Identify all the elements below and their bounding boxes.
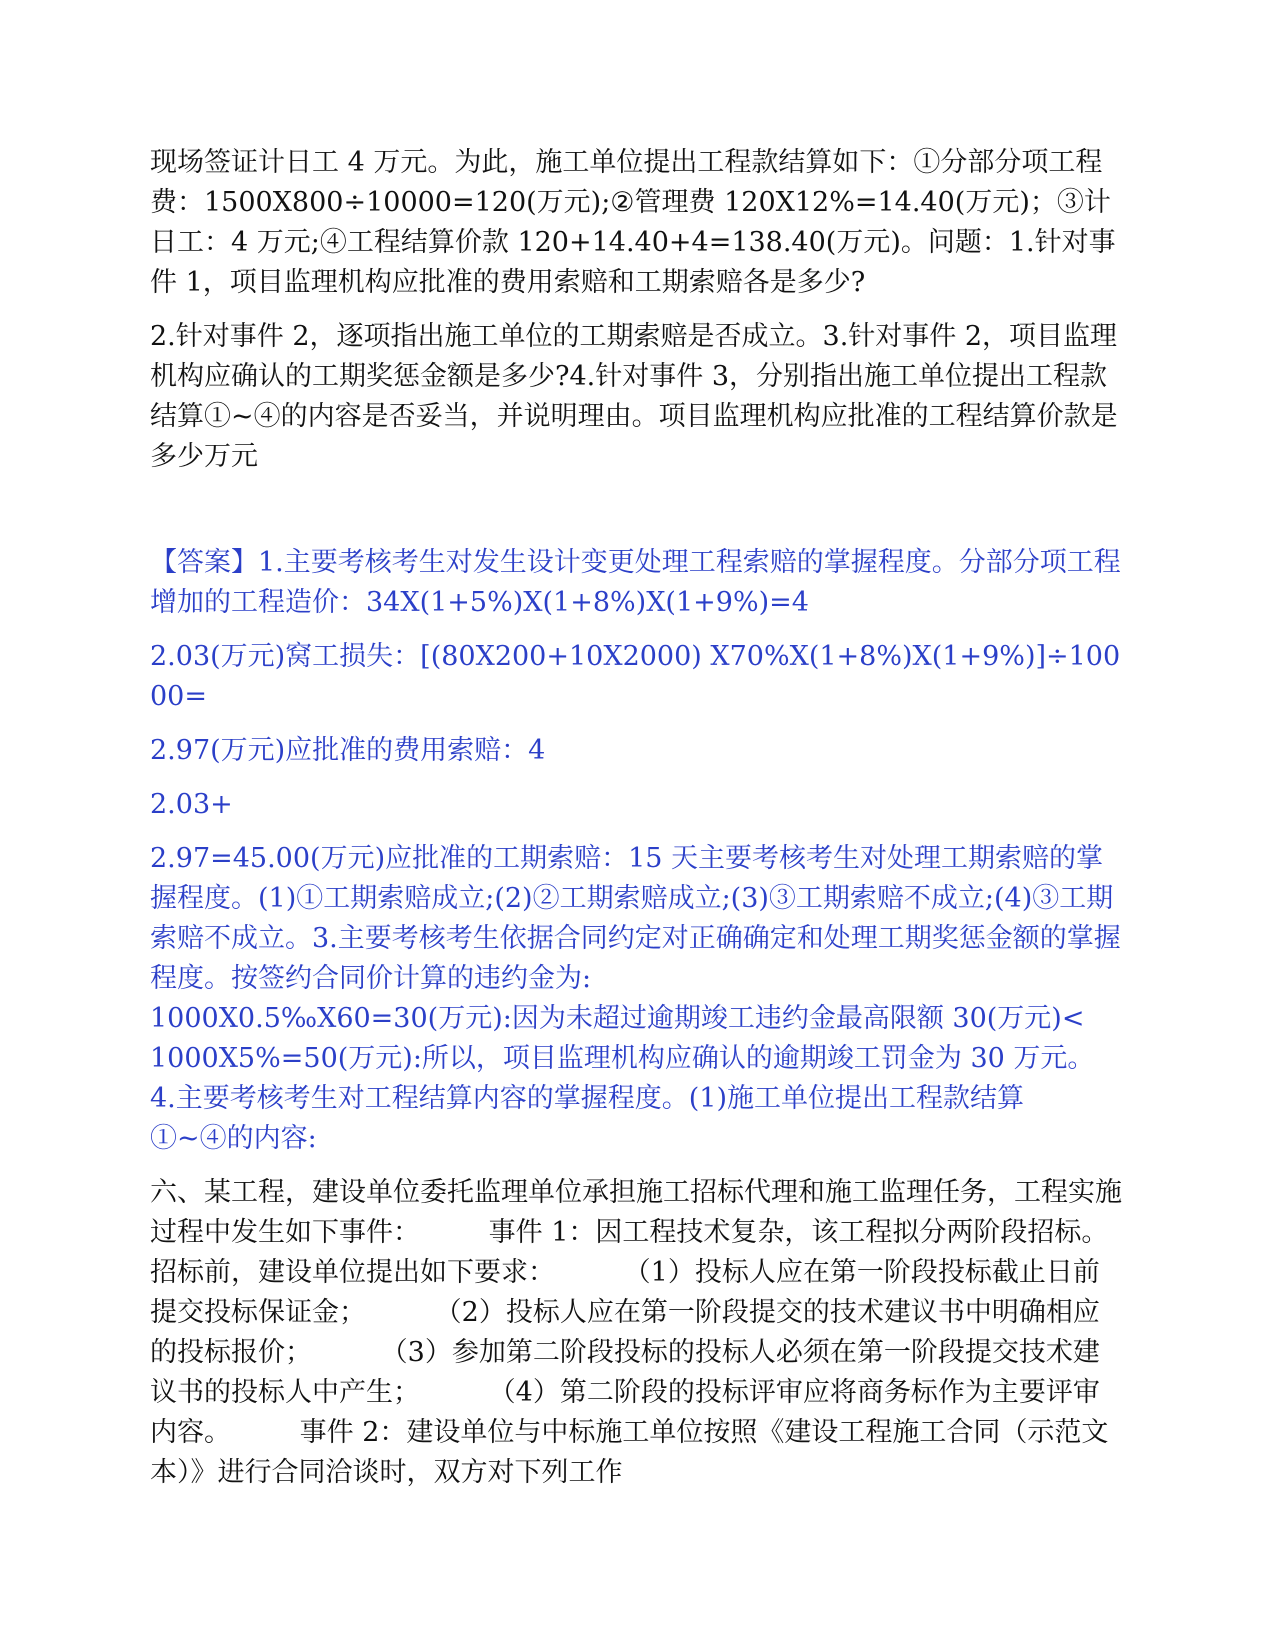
question-paragraph-1: 现场签证计日工 4 万元。为此，施工单位提出工程款结算如下：①分部分项工程费：1500X800÷10000=120(万元);②管理费 120X12%=14.40(万元)；③计日工：4 万元;④工程结算价款 120+14.40+4=138.40(万元)。问题：1.针对事件 1，项目监理机构应批准的费用索赔和工期索赔各是多少? — [150, 147, 1116, 298]
answer-paragraph-2: 2.03(万元)窝工损失：[(80X200+10X2000) X70%X(1+8%)X(1+9%)]÷10000= — [150, 641, 1121, 712]
answer-paragraph-5: 2.97=45.00(万元)应批准的工期索赔：15 天主要考核考生对处理工期索赔的掌握程度。(1)①工期索赔成立;(2)②工期索赔成立;(3)③工期索赔不成立;(4)③工期索赔不成立。3.主要考核考生依据合同约定对正确确定和处理工期奖惩金额的掌握程度。按签约合同价计算的违约金为: 1000X0.5‰X60=30(万元):因为未超过逾期竣工违约金最高限额 30(万元)< 1000X5%=50(万元):所以，项目监理机构应确认的逾期竣工罚金为 30 万元。 4.主要考核考生对工程结算内容的掌握程度。(1)施工单位提出工程款结算 ①~④的内容: — [150, 843, 1121, 1154]
question-paragraph-2: 2.针对事件 2，逐项指出施工单位的工期索赔是否成立。3.针对事件 2，项目监理机构应确认的工期奖惩金额是多少?4.针对事件 3，分别指出施工单位提出工程款结算①~④的内容是否妥当，并说明理由。项目监理机构应批准的工程结算价款是多少万元 — [150, 321, 1118, 472]
answer-paragraph-3: 2.97(万元)应批准的费用索赔：4 — [150, 735, 546, 766]
document-page — [150, 143, 1125, 1507]
answer-paragraph-1: 【答案】1.主要考核考生对发生设计变更处理工程索赔的掌握程度。分部分项工程增加的工程造价：34X(1+5%)X(1+8%)X(1+9%)=4 — [150, 547, 1121, 618]
answer-paragraph-4: 2.03+ — [150, 789, 233, 820]
case-six-paragraph: 六、某工程，建设单位委托监理单位承担施工招标代理和施工监理任务，工程实施过程中发生如下事件： 事件 1：因工程技术复杂，该工程拟分两阶段招标。招标前，建设单位提出如下要求： （1）投标人应在第一阶段投标截止日前提交投标保证金； （2）投标人应在第一阶段提交的技术建议书中明确相应的投标报价； （3）参加第二阶段投标的投标人必须在第一阶段提交技术建议书的投标人中产生； （4）第二阶段的投标评审应将商务标作为主要评审内容。 事件 2：建设单位与中标施工单位按照《建设工程施工合同（示范文本）》进行合同洽谈时，双方对下列工作 — [150, 1177, 1122, 1488]
section-spacer — [150, 491, 1125, 543]
